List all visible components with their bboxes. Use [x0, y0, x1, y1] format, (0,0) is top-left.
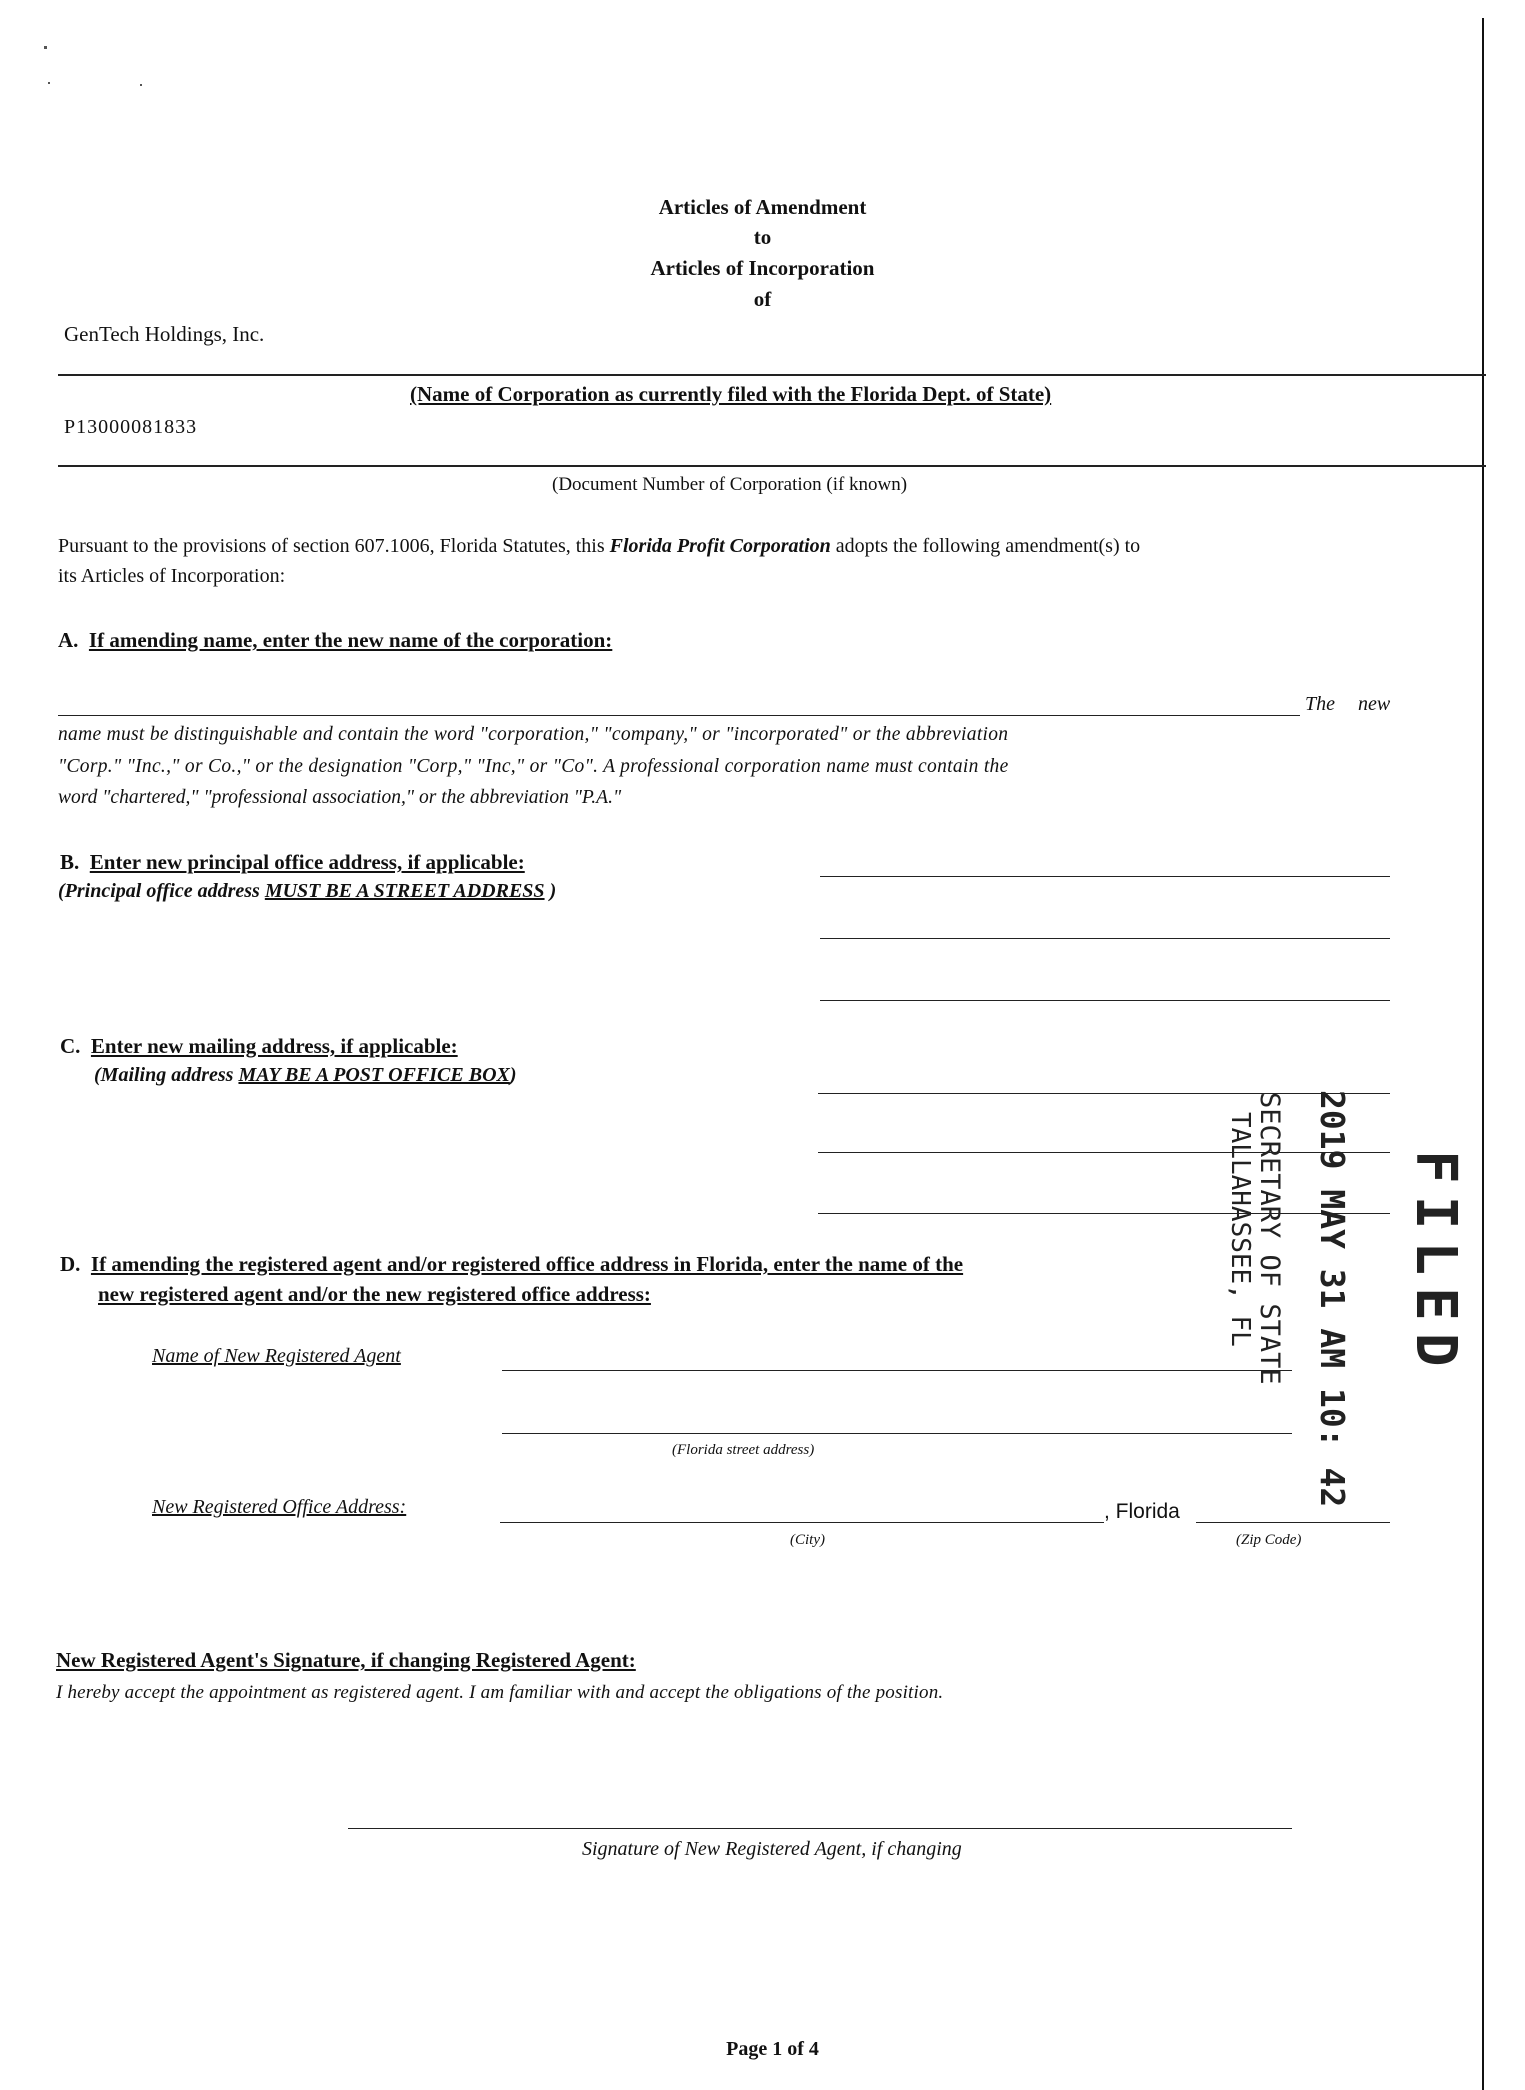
document-number-line: [58, 465, 1486, 467]
street-address-line: [502, 1433, 1292, 1434]
section-d-title-2: new registered agent and/or the new registered office address:: [98, 1282, 651, 1306]
new-name-field-line: [58, 715, 1300, 716]
right-border-rule: [1482, 18, 1484, 2090]
scan-speck: [140, 84, 142, 86]
section-c-heading: [60, 1034, 458, 1059]
section-a-letter: A.: [58, 628, 79, 652]
section-a-title: If amending name, enter the new name of the corporation:: [88, 628, 613, 652]
mailing-address-line-1: [818, 1093, 1390, 1094]
corporation-name-value: GenTech Holdings, Inc.: [64, 322, 265, 346]
section-a-heading: [58, 628, 612, 653]
section-b-subtitle: [58, 880, 556, 903]
section-a-note-2: "Corp." "Inc.," or Co.," or the designation "Corp," "Inc," or "Co". A professional corporation name must contain the: [58, 756, 1009, 777]
signature-line: [348, 1828, 1292, 1829]
signature-statement: I hereby accept the appointment as registered agent. I am familiar with and accept the obligations of the position.: [56, 1682, 944, 1703]
title-line-3: Articles of Incorporation: [650, 256, 875, 280]
section-b-sub-emph: MUST BE A STREET ADDRESS: [264, 880, 545, 902]
scan-speck: [44, 46, 47, 49]
stamp-city: TALLAHASSEE, FL: [1225, 1112, 1255, 1347]
intro-corp-type: Florida Profit Corporation: [609, 535, 831, 557]
corporation-name-caption: (Name of Corporation as currently filed with the Florida Dept. of State): [410, 382, 1052, 406]
stamp-filed: FILED: [1403, 1150, 1468, 1379]
section-c-subtitle: [94, 1064, 517, 1087]
section-a-note-lead: The new: [1305, 693, 1391, 715]
section-a-note-3: word "chartered," "professional association," or the abbreviation "P.A.": [58, 787, 622, 808]
intro-text-2: adopts the following amendment(s) to: [830, 535, 1141, 557]
title-line-2: to: [753, 225, 772, 249]
document-number-caption: (Document Number of Corporation (if known): [552, 474, 908, 495]
city-caption: (City): [790, 1532, 825, 1548]
section-c-sub-open: (Mailing address: [94, 1064, 239, 1086]
agent-name-line: [502, 1370, 1292, 1371]
mailing-address-line-2: [818, 1152, 1390, 1153]
document-number-value: P13000081833: [64, 416, 198, 438]
corporation-name-line: [58, 374, 1486, 376]
section-c-sub-close: ): [509, 1064, 517, 1086]
page-number: Page 1 of 4: [726, 2038, 819, 2060]
section-c-title: Enter new mailing address, if applicable:: [90, 1034, 458, 1058]
title-line-4: of: [753, 287, 772, 311]
scan-speck: [48, 82, 50, 84]
principal-address-line-1: [820, 876, 1390, 877]
signature-heading: New Registered Agent's Signature, if changing Registered Agent:: [56, 1648, 636, 1672]
zip-line: [1196, 1522, 1390, 1523]
intro-line-2: its Articles of Incorporation:: [58, 565, 286, 587]
mailing-address-line-3: [818, 1213, 1390, 1214]
section-b-letter: B.: [60, 850, 80, 874]
principal-address-line-3: [820, 1000, 1390, 1001]
street-address-caption: (Florida street address): [672, 1442, 815, 1458]
section-d-letter: D.: [60, 1252, 81, 1276]
agent-name-label: Name of New Registered Agent: [152, 1345, 401, 1367]
section-b-heading: [60, 850, 525, 875]
section-d-heading: [60, 1252, 963, 1277]
section-b-sub-open: (Principal office address: [58, 880, 265, 902]
section-d-title-1: If amending the registered agent and/or registered office address in Florida, enter the name of the: [90, 1252, 964, 1276]
zip-caption: (Zip Code): [1236, 1532, 1302, 1548]
section-b-sub-close: ): [544, 880, 557, 902]
city-line: [500, 1522, 1104, 1523]
stamp-datetime: 2019 MAY 31 AM 10: 42: [1313, 1090, 1352, 1508]
title-line-1: Articles of Amendment: [658, 195, 867, 219]
intro-text-1: Pursuant to the provisions of section 607.1006, Florida Statutes, this: [58, 535, 610, 557]
principal-address-line-2: [820, 938, 1390, 939]
signature-caption: Signature of New Registered Agent, if changing: [582, 1838, 962, 1860]
section-c-sub-emph: MAY BE A POST OFFICE BOX: [238, 1064, 510, 1086]
stamp-office: SECRETARY OF STATE: [1254, 1092, 1285, 1385]
section-b-title: Enter new principal office address, if applicable:: [89, 850, 525, 874]
office-address-label: New Registered Office Address:: [152, 1496, 407, 1518]
section-c-letter: C.: [60, 1034, 81, 1058]
state-text: , Florida: [1104, 1500, 1180, 1523]
intro-line-1: [58, 535, 1140, 558]
section-a-note-1: name must be distinguishable and contain the word "corporation," "company," or "incorporated" or the abbreviation: [58, 724, 1009, 745]
